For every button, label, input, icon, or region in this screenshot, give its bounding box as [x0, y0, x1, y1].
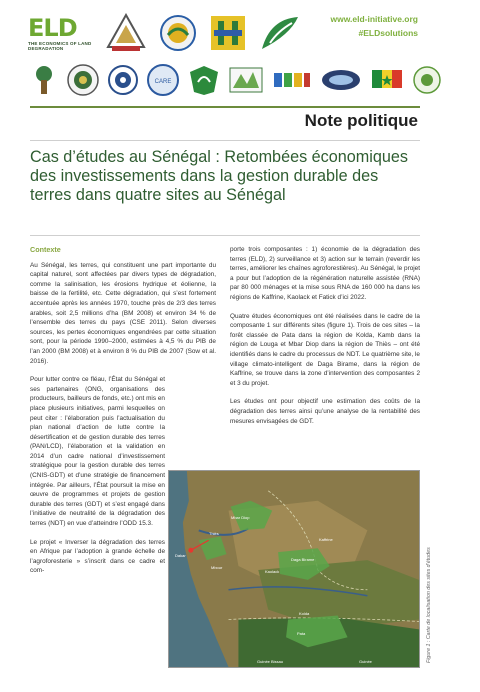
header-links [330, 12, 418, 40]
study-sites-map [168, 470, 420, 668]
eld-logo-subtitle: THE ECONOMICS OF LAND DEGRADATION [28, 40, 92, 51]
map-label: Daga Birame [291, 557, 315, 562]
map-label: Kolda [299, 611, 310, 616]
document-type: Note politique [304, 111, 418, 130]
svg-text:CARE: CARE [154, 79, 172, 85]
figure-caption-text: Figure 1 : Carte de localisation des sites d’études [426, 547, 432, 663]
adc-logo [229, 64, 263, 96]
header-divider [30, 106, 420, 108]
body-paragraph: Pour lutter contre ce fléau, l’État du Sénégal et ses partenaires (ONG, organisations des producteurs, bailleurs de fonds, etc.) ont mis en place plusieurs initiatives, parmi lesquelles on peut citer : l’élaboration puis l’actualisation du plan national d’action de lutte contre la désertification et de gestion durable des terres (PAN/LCD), l’élaboration et la validation en 2014 d’un cadre national d’investissement stratégique pour la gestion durable des terres (CNIS-GDT) et d’une stratégie de financement intégrée. Par ailleurs, l’État poursuit la mise en œuvre de programmes et projets de gestion durable des terres (GDT) et s’est engagé dans l’initiative de neutralité de la dégradation des terres (NDT) en vue d’atteindre l’ODD 15.3. [30, 376, 165, 528]
ads-logo [210, 15, 246, 51]
map-label: Guinée [359, 659, 372, 664]
inp-logo [106, 13, 146, 53]
care-logo [147, 64, 179, 96]
eld-logo [28, 13, 92, 53]
senegal-flag-logo [370, 66, 404, 94]
map-label: Mbour [211, 565, 223, 570]
map-label: Pata [297, 631, 306, 636]
defccs-logo [67, 64, 99, 96]
map-label: Guinée Bissau [257, 659, 284, 664]
map-label: Mbar Diop [231, 515, 250, 520]
dgppe-logo [272, 68, 312, 92]
body-paragraph: porte trois composantes : 1) économie de la dégradation des terres (ELD), 2) surveillance et 3) action sur le terrain (reverdir les terres, améliorer les chaînes agroforestières). Au Sénégal, le projet a pour but l’adoption de la régénération naturelle assistée (RNA) par 80 000 ménages et la mise sous RNA de 160 000 ha dans les régions de Kaffrine, Kaolack et Fatick d’ici 2022. [230, 246, 420, 301]
seal-logo [108, 64, 138, 96]
website-url[interactable]: www.eld-initiative.org [330, 14, 418, 24]
csd-logo [321, 68, 361, 92]
map-label: Dakar [175, 553, 186, 558]
anacim-logo [160, 15, 196, 51]
right-column [230, 245, 420, 435]
isra-logo [260, 15, 300, 51]
unccd-logo [413, 66, 441, 94]
map-label: Thiès [209, 531, 219, 536]
section-heading: Contexte [30, 245, 61, 254]
body-paragraph: Le projet « Inverser la dégradation des terres en Afrique par l’adoption à grande échelle de l’agroforesterie » s’inscrit dans ce cadre et com- [30, 538, 165, 575]
body-paragraph: Les études ont pour objectif une estimation des coûts de la dégradation des terres ainsi qu’une analyse de la rentabilité des mesures envisagées de GDT. [230, 398, 420, 425]
map-label: Kaffrine [319, 537, 333, 542]
title-block [30, 140, 420, 236]
hashtag: #ELDsolutions [358, 28, 418, 38]
body-paragraph: Au Sénégal, les terres, qui constituent une part importante du capital naturel, sont affectées par divers types de dégradation, comme la salinisation, les érosions hydrique et éolienne, la baisse de la fertilité, etc. Cette dégradation, qui s’est fortement accentuée après les années 1970, touche près de 2/3 des terres arables, soit 2,5 millions d’ha (BM 2008) et environ 34 % de l’ensemble des terres du pays (CSE 2011). Selon diverses sources, les pertes économiques engendrées par cette situation sont, pour la période 1990–2000, estimées à 4,5 % du PIB de l’an 2000 (BM 2008) et à environ 8 % du PIB de 2007 (Sow et al. 2016). [30, 261, 216, 365]
body-paragraph: Quatre études économiques ont été réalisées dans le cadre de la composante 1 sur différents sites (figure 1). Trois de ces sites – la forêt classée de Pata dans la région de Kolda, Kamb dans la région de Louga et Mbar Diop dans la région de Thiès – ont été identifiés dans le cadre du processus de NDT. Le quatrième site, le village climato-intelligent de Daga Birame, dans la région de Kaffrine, se trouve dans la zone d’intervention des composantes 2 et 3 du projet. [230, 312, 420, 387]
eld-logo-mark: ELD [28, 13, 77, 42]
green-shield-logo [188, 64, 220, 96]
figure-caption [425, 532, 433, 672]
partner-logos-row-2 [30, 62, 430, 98]
cse-logo [30, 64, 58, 96]
document-title: Cas d’études au Sénégal : Retombées économiques des investissements dans la gestion durable des terres dans quatre sites au Sénégal [30, 148, 408, 204]
map-label: Kaolack [265, 569, 280, 574]
partner-logos-row-1 [28, 10, 308, 56]
